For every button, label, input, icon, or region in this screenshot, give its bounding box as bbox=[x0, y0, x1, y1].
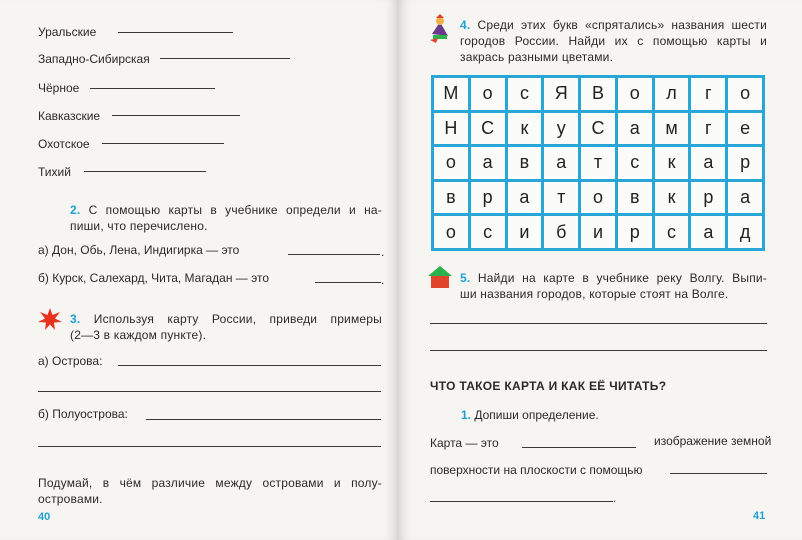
definition-text: изображение земной bbox=[654, 434, 772, 448]
character-icon bbox=[428, 14, 452, 44]
task-4 bbox=[460, 17, 767, 65]
answer-line[interactable] bbox=[90, 88, 215, 89]
end-dot: . bbox=[381, 245, 385, 259]
grid-cell[interactable]: В bbox=[581, 78, 615, 110]
grid-cell[interactable]: г bbox=[691, 78, 725, 110]
answer-line[interactable] bbox=[112, 115, 240, 116]
grid-cell[interactable]: о bbox=[434, 216, 468, 248]
task-text: пиши, что перечислено. bbox=[70, 219, 208, 233]
grid-cell[interactable]: д bbox=[728, 216, 762, 248]
end-dot: . bbox=[381, 273, 385, 287]
page-number: 40 bbox=[38, 511, 51, 523]
grid-cell[interactable]: и bbox=[581, 216, 615, 248]
end-dot: . bbox=[613, 491, 617, 505]
left-page bbox=[0, 0, 398, 540]
answer-line[interactable] bbox=[160, 58, 290, 59]
grid-cell[interactable]: о bbox=[471, 78, 505, 110]
answer-line[interactable] bbox=[430, 501, 613, 502]
definition-text: поверхности на плоскости с помощью bbox=[430, 463, 643, 477]
answer-line[interactable] bbox=[118, 365, 381, 366]
grid-cell[interactable]: у bbox=[544, 113, 578, 145]
grid-cell[interactable]: М bbox=[434, 78, 468, 110]
grid-cell[interactable]: а bbox=[691, 147, 725, 179]
answer-line[interactable] bbox=[38, 446, 381, 447]
answer-line[interactable] bbox=[430, 323, 767, 324]
grid-cell[interactable]: р bbox=[691, 182, 725, 214]
question-a: а) Дон, Обь, Лена, Индигирка — это bbox=[38, 243, 240, 257]
grid-cell[interactable]: л bbox=[655, 78, 689, 110]
grid-cell[interactable]: о bbox=[618, 78, 652, 110]
answer-line[interactable] bbox=[670, 473, 767, 474]
answer-line[interactable] bbox=[522, 447, 636, 448]
list-item-label: Кавказские bbox=[38, 109, 101, 123]
page-number: 41 bbox=[753, 510, 766, 522]
task-number: 5. bbox=[460, 271, 471, 285]
answer-line[interactable] bbox=[102, 143, 224, 144]
grid-cell[interactable]: о bbox=[728, 78, 762, 110]
answer-line[interactable] bbox=[38, 391, 381, 392]
task-text: ши названия городов, которые стоят на Волге. bbox=[460, 287, 729, 301]
answer-line[interactable] bbox=[84, 171, 206, 172]
grid-cell[interactable]: а bbox=[508, 182, 542, 214]
grid-cell[interactable]: т bbox=[581, 147, 615, 179]
grid-cell[interactable]: Я bbox=[544, 78, 578, 110]
grid-cell[interactable]: м bbox=[655, 113, 689, 145]
task-number: 2. bbox=[70, 203, 81, 217]
grid-cell[interactable]: а bbox=[544, 147, 578, 179]
grid-cell[interactable]: к bbox=[655, 182, 689, 214]
grid-cell[interactable]: а bbox=[691, 216, 725, 248]
grid-cell[interactable]: р bbox=[618, 216, 652, 248]
house-icon bbox=[428, 266, 452, 288]
grid-cell[interactable]: в bbox=[434, 182, 468, 214]
answer-line[interactable] bbox=[118, 32, 233, 33]
grid-cell[interactable]: а bbox=[728, 182, 762, 214]
question-a: а) Острова: bbox=[38, 354, 103, 368]
grid-cell[interactable]: к bbox=[655, 147, 689, 179]
think-text: Подумай, в чём различие между островами и полу- bbox=[38, 476, 382, 490]
answer-line[interactable] bbox=[146, 419, 381, 420]
think-text: островами. bbox=[38, 492, 103, 506]
grid-cell[interactable]: а bbox=[471, 147, 505, 179]
list-item-label: Уральские bbox=[38, 25, 97, 39]
grid-cell[interactable]: с bbox=[618, 147, 652, 179]
list-item-label: Чёрное bbox=[38, 81, 80, 95]
think-prompt bbox=[38, 475, 382, 507]
grid-cell[interactable]: с bbox=[471, 216, 505, 248]
task-number: 3. bbox=[70, 312, 81, 326]
grid-cell[interactable]: б bbox=[544, 216, 578, 248]
grid-cell[interactable]: в bbox=[618, 182, 652, 214]
question-b: б) Курск, Салехард, Чита, Магадан — это bbox=[38, 271, 270, 285]
answer-line[interactable] bbox=[288, 254, 380, 255]
grid-cell[interactable]: с bbox=[508, 78, 542, 110]
grid-cell[interactable]: а bbox=[618, 113, 652, 145]
definition-start: Карта — это bbox=[430, 436, 499, 450]
grid-cell[interactable]: е bbox=[728, 113, 762, 145]
list-item-label: Тихий bbox=[38, 165, 71, 179]
task-text: (2—3 в каждом пункте). bbox=[70, 328, 207, 342]
task-text: городов России. Найди их с помощью карты и bbox=[460, 34, 767, 48]
task-text: закрась разными цветами. bbox=[460, 50, 614, 64]
letter-grid bbox=[431, 75, 765, 251]
list-item-label: Охотское bbox=[38, 137, 90, 151]
task-number: 1. bbox=[461, 408, 472, 422]
list-item-label: Западно-Сибирская bbox=[38, 52, 150, 66]
grid-cell[interactable]: о bbox=[434, 147, 468, 179]
answer-line[interactable] bbox=[430, 350, 767, 351]
task-number: 4. bbox=[460, 18, 471, 32]
grid-cell[interactable]: к bbox=[508, 113, 542, 145]
grid-cell[interactable]: С bbox=[581, 113, 615, 145]
section-heading: ЧТО ТАКОЕ КАРТА И КАК ЕЁ ЧИТАТЬ? bbox=[430, 379, 667, 393]
grid-cell[interactable]: о bbox=[581, 182, 615, 214]
task-text: Допиши определение. bbox=[474, 408, 599, 422]
grid-cell[interactable]: Н bbox=[434, 113, 468, 145]
task-text: С помощью карты в учебнике определи и на- bbox=[88, 203, 382, 217]
question-b: б) Полуострова: bbox=[38, 407, 128, 421]
grid-cell[interactable]: г bbox=[691, 113, 725, 145]
task-5 bbox=[460, 270, 767, 302]
task-1 bbox=[461, 407, 599, 423]
grid-cell[interactable]: р bbox=[728, 147, 762, 179]
grid-cell[interactable]: т bbox=[544, 182, 578, 214]
task-3 bbox=[70, 311, 382, 343]
task-text: Среди этих букв «спрятались» названия шести bbox=[477, 18, 767, 32]
task-text: Используя карту России, приведи примеры bbox=[93, 312, 382, 326]
task-text: Найди на карте в учебнике реку Волгу. Выпи- bbox=[477, 271, 767, 285]
grid-cell[interactable]: и bbox=[508, 216, 542, 248]
grid-cell[interactable]: С bbox=[471, 113, 505, 145]
task-2 bbox=[70, 202, 382, 234]
red-star-icon bbox=[38, 308, 62, 332]
grid-cell[interactable]: с bbox=[655, 216, 689, 248]
answer-line[interactable] bbox=[315, 282, 381, 283]
grid-cell[interactable]: в bbox=[508, 147, 542, 179]
grid-cell[interactable]: р bbox=[471, 182, 505, 214]
